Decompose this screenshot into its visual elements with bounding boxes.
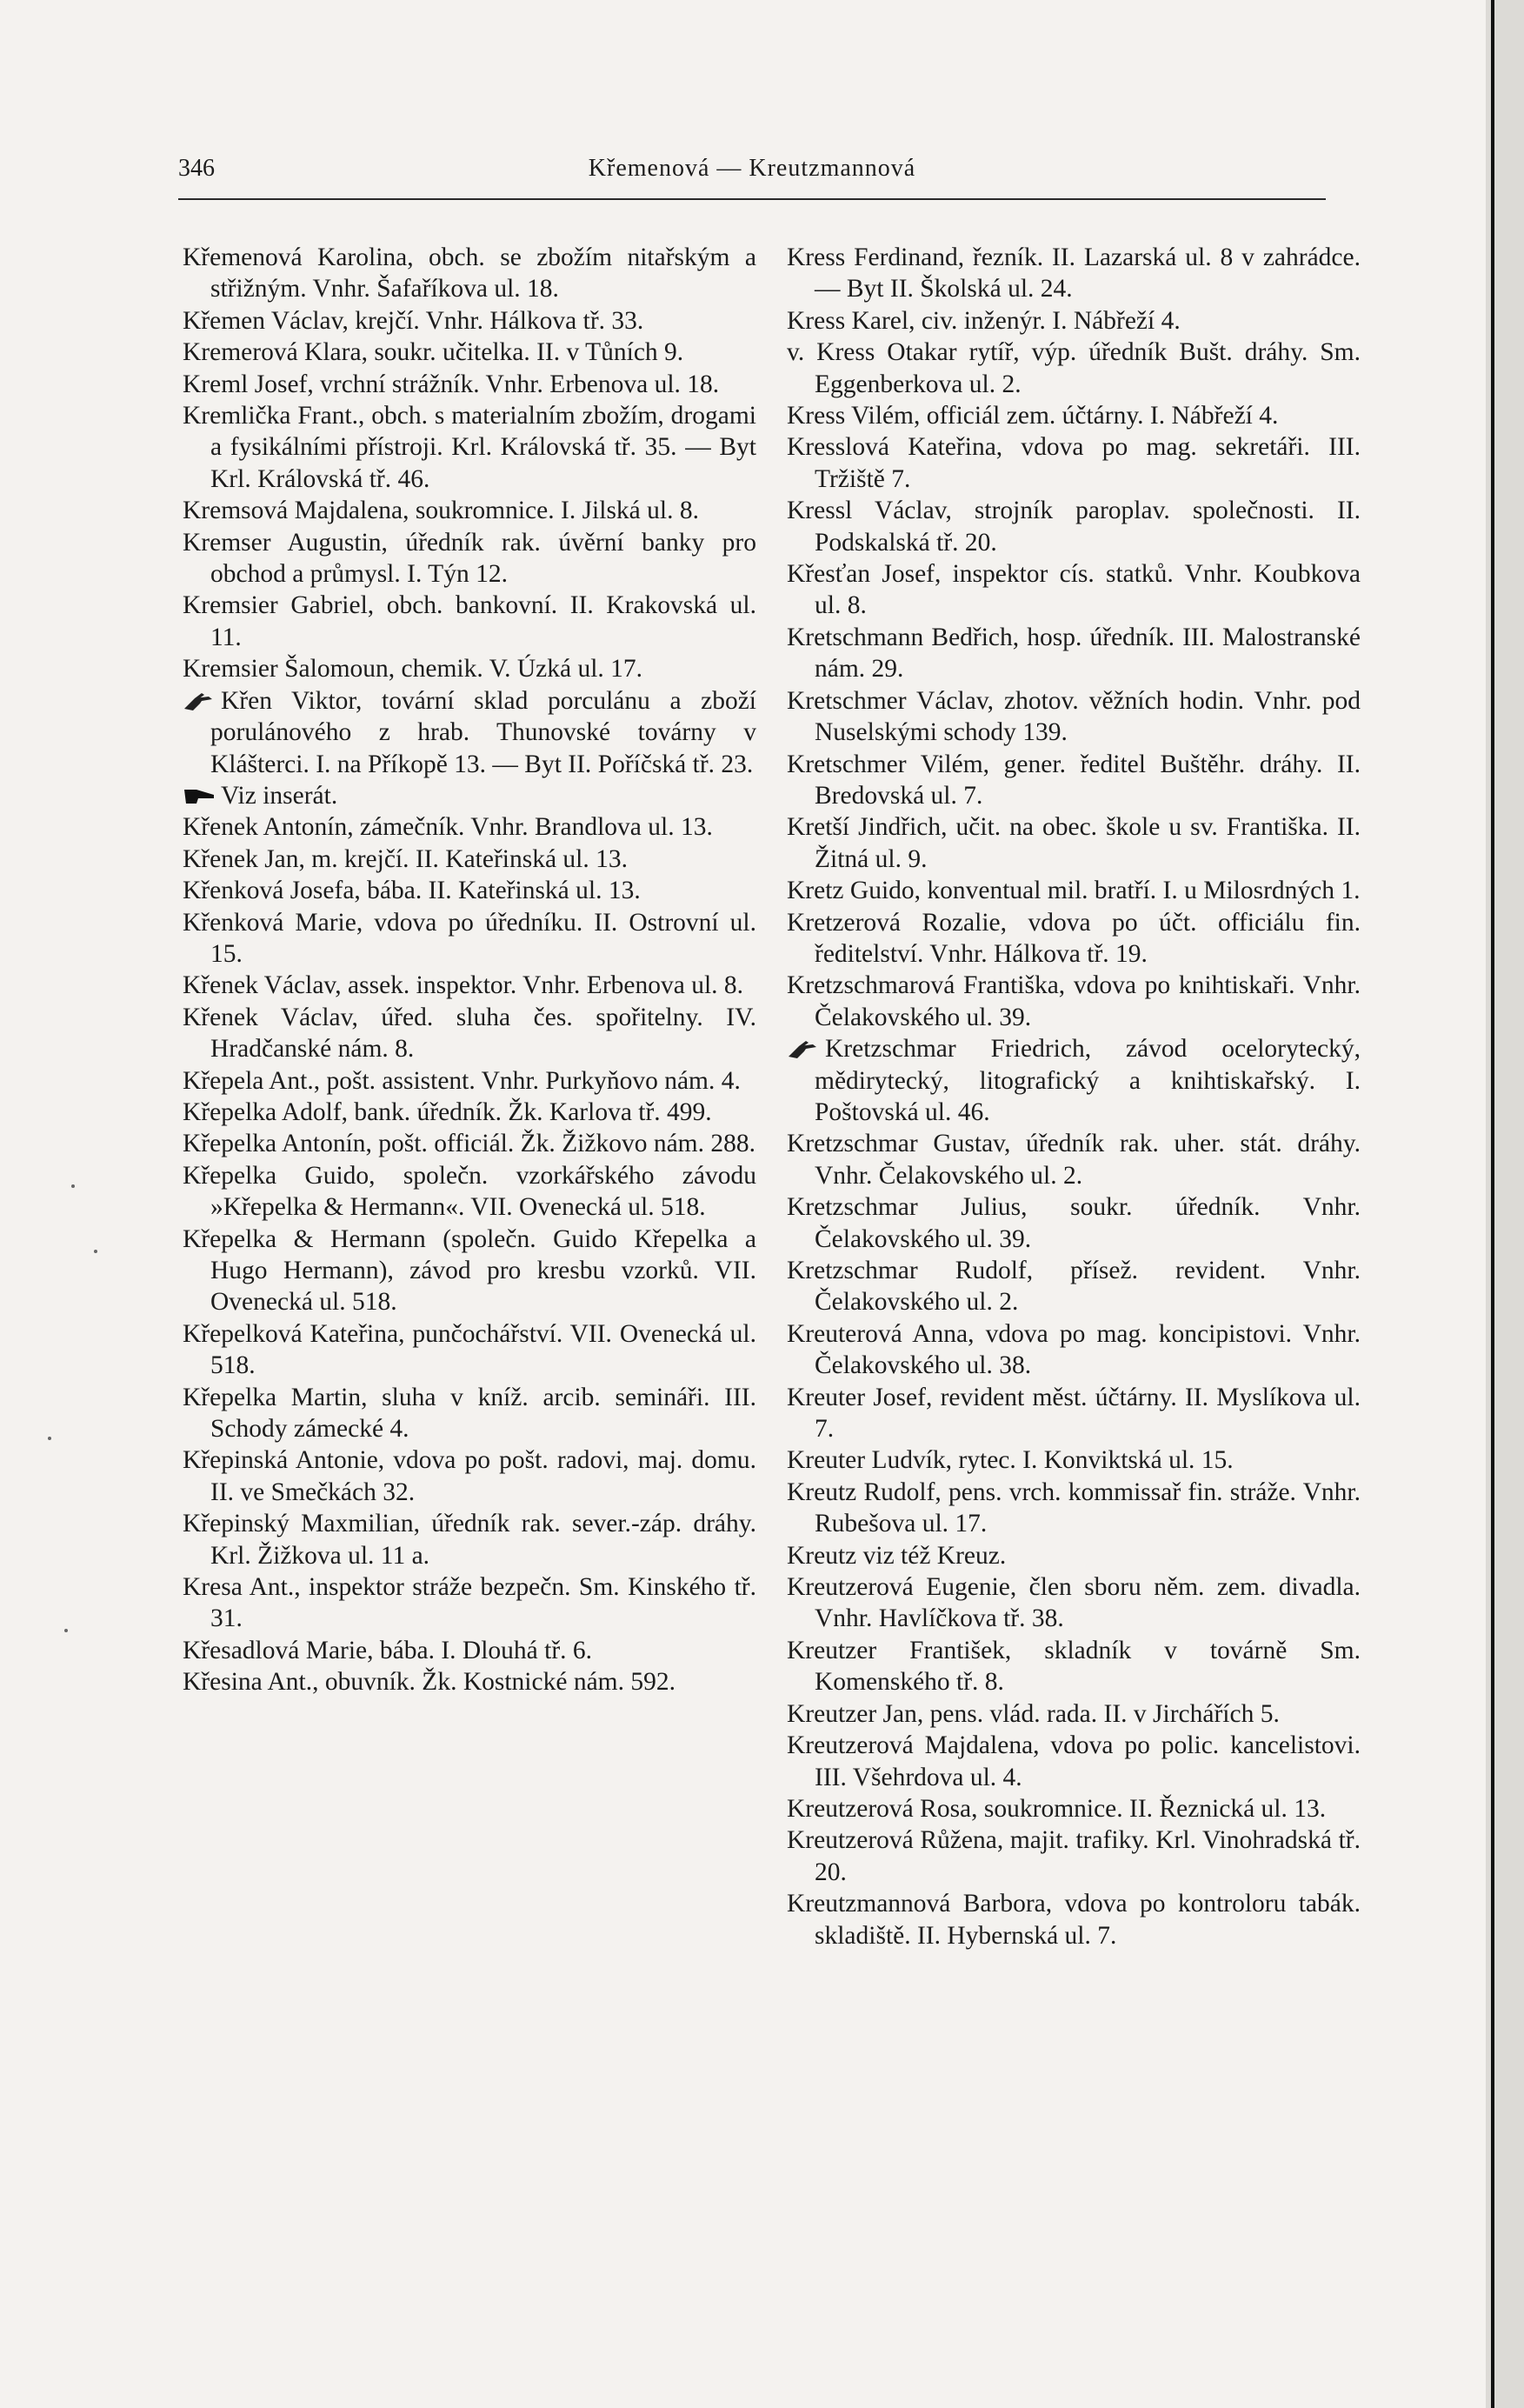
paper-speck (64, 1629, 68, 1632)
page-number: 346 (178, 155, 215, 182)
directory-entry: Křepinská Antonie, vdova po pošt. radovi, maj. domu. II. ve Smečkách 32. (183, 1446, 756, 1506)
directory-entry: Kretschmer Václav, zhotov. věžních hodin. Vnhr. pod Nuselskými schody 139. (787, 686, 1361, 747)
featured-entry-text: Kretzschmar Friedrich, závod ocelorytecký, mědirytecký, litografický a knihtiskařský. I. Poštovská ul. 46. (815, 1035, 1361, 1126)
directory-entry: Kreutzerová Majdalena, vdova po polic. kancelistovi. III. Všehrdova ul. 4. (787, 1731, 1361, 1791)
directory-entry: Křesťan Josef, inspektor cís. statků. Vnhr. Koubkova ul. 8. (787, 560, 1361, 620)
directory-entry: Kremsier Gabriel, obch. bankovní. II. Krakovská ul. 11. (183, 591, 756, 651)
directory-entry: Křesina Ant., obuvník. Žk. Kostnické nám. 592. (183, 1668, 675, 1697)
paper-speck (71, 1184, 75, 1188)
directory-entry: Kretzschmar Julius, soukr. úředník. Vnhr. Čelakovského ul. 39. (787, 1193, 1361, 1253)
directory-entry: Kreutzerová Eugenie, člen sboru něm. zem. divadla. Vnhr. Havlíčkova tř. 38. (787, 1573, 1361, 1633)
directory-entry: Křepinský Maxmilian, úředník rak. sever.-záp. dráhy. Krl. Žižkova ul. 11 a. (183, 1510, 756, 1570)
directory-entry: Kresslová Kateřina, vdova po mag. sekretáři. III. Tržiště 7. (787, 433, 1361, 493)
right-column (787, 242, 1361, 1951)
header-rule (178, 198, 1326, 200)
directory-entry: Kreuterová Anna, vdova po mag. koncipistovi. Vnhr. Čelakovského ul. 38. (787, 1319, 1361, 1380)
pointing-hand-icon (183, 786, 217, 807)
directory-entry: Křenková Josefa, bába. II. Kateřinská ul. 13. (183, 877, 641, 905)
directory-entry: Kresa Ant., inspektor stráže bezpečn. Sm. Kinského tř. 31. (183, 1573, 756, 1633)
directory-entry: Křepelková Kateřina, punčochářství. VII. Ovenecká ul. 518. (183, 1319, 756, 1380)
directory-entry-featured (183, 685, 756, 780)
directory-entry: v. Kress Otakar rytíř, výp. úředník Bušt. dráhy. Sm. Eggenberkova ul. 2. (787, 338, 1361, 398)
directory-entry: Kretschmer Vilém, gener. ředitel Buštěhr. dráhy. II. Bredovská ul. 7. (787, 750, 1361, 810)
pointing-hand-icon (787, 1039, 822, 1060)
directory-entry: Křepelka Antonín, pošt. officiál. Žk. Žižkovo nám. 288. (183, 1130, 755, 1158)
directory-entry: Křenek Václav, assek. inspektor. Vnhr. Erbenova ul. 8. (183, 971, 744, 1000)
paper-speck (94, 1250, 97, 1253)
directory-entry: Křemenová Karolina, obch. se zbožím nitařským a střižným. Vnhr. Šafaříkova ul. 18. (183, 243, 756, 304)
directory-entry: Kress Vilém, officiál zem. účtárny. I. Nábřeží 4. (787, 402, 1279, 430)
directory-entry: Kreutz viz též Kreuz. (787, 1541, 1007, 1570)
directory-entry: Křepelka Guido, společn. vzorkářského závodu »Křepelka & Hermann«. VII. Ovenecká ul. 518. (183, 1161, 756, 1222)
directory-entry: Kretzschmar Rudolf, přísež. revident. Vnhr. Čelakovského ul. 2. (787, 1257, 1361, 1317)
directory-entry: Křenková Marie, vdova po úředníku. II. Ostrovní ul. 15. (183, 908, 756, 968)
directory-entry: Křenek Antonín, zámečník. Vnhr. Brandlova ul. 13. (183, 813, 713, 842)
directory-entry: Kremsová Majdalena, soukromnice. I. Jilská ul. 8. (183, 497, 699, 525)
directory-entry: Kremerová Klara, soukr. učitelka. II. v Tůních 9. (183, 338, 684, 367)
directory-entry: Kretzschmarová Františka, vdova po knihtiskaři. Vnhr. Čelakovského ul. 39. (787, 971, 1361, 1031)
pointing-hand-icon (183, 691, 217, 712)
paper-speck (48, 1437, 51, 1440)
left-column (183, 242, 756, 1698)
directory-entry: Kreutzer Jan, pens. vlád. rada. II. v Jirchářích 5. (787, 1699, 1280, 1728)
directory-entry: Kretschmann Bedřich, hosp. úředník. III. Malostranské nám. 29. (787, 623, 1361, 684)
directory-entry: Křepelka Adolf, bank. úředník. Žk. Karlova tř. 499. (183, 1097, 712, 1126)
directory-entry: Kretzschmar Gustav, úředník rak. uher. stát. dráhy. Vnhr. Čelakovského ul. 2. (787, 1130, 1361, 1190)
directory-entry: Kreutzmannová Barbora, vdova po kontroloru tabák. skladiště. II. Hybernská ul. 7. (787, 1890, 1361, 1950)
directory-entry: Křepelka & Hermann (společn. Guido Křepelka a Hugo Hermann), závod pro kresbu vzorků. VII. Ovenecká ul. 518. (183, 1224, 756, 1317)
advert-reference-text: Viz inserát. (221, 781, 338, 810)
directory-entry-featured (787, 1033, 1361, 1128)
advert-reference (183, 780, 756, 811)
binding-line (1491, 0, 1494, 2408)
directory-entry: Kressl Václav, strojník paroplav. společnosti. II. Podskalská tř. 20. (787, 497, 1361, 557)
running-title: Křemenová — Kreutzmannová (588, 155, 916, 182)
directory-entry: Kreuter Josef, revident měst. účtárny. II. Myslíkova ul. 7. (787, 1383, 1361, 1444)
directory-entry: Kreuter Ludvík, rytec. I. Konviktská ul. 15. (787, 1446, 1234, 1475)
directory-entry: Křenek Jan, m. krejčí. II. Kateřinská ul. 13. (183, 844, 628, 873)
directory-entry: Kremsier Šalomoun, chemik. V. Úzká ul. 17. (183, 655, 643, 684)
directory-entry: Kress Ferdinand, řezník. II. Lazarská ul. 8 v zahrádce. — Byt II. Školská ul. 24. (787, 243, 1361, 304)
directory-entry: Kretší Jindřich, učit. na obec. škole u sv. Františka. II. Žitná ul. 9. (787, 813, 1361, 873)
directory-entry: Křepelka Martin, sluha v kníž. arcib. semináři. III. Schody zámecké 4. (183, 1383, 756, 1444)
directory-entry: Křepela Ant., pošt. assistent. Vnhr. Purkyňovo nám. 4. (183, 1066, 741, 1095)
directory-entry: Kreutzerová Rosa, soukromnice. II. Řeznická ul. 13. (787, 1794, 1327, 1823)
directory-entry: Kreutzerová Růžena, majit. trafiky. Krl. Vinohradská tř. 20. (787, 1826, 1361, 1886)
directory-entry: Kress Karel, civ. inženýr. I. Nábřeží 4. (787, 306, 1181, 335)
directory-entry: Kreutz Rudolf, pens. vrch. kommissař fin. stráže. Vnhr. Rubešova ul. 17. (787, 1477, 1361, 1538)
directory-entry: Kretzerová Rozalie, vdova po účt. officiálu fin. ředitelství. Vnhr. Hálkova tř. 19. (787, 908, 1361, 968)
featured-entry-text: Křen Viktor, tovární sklad porculánu a zboží porulánového z hrab. Thunovské továrny v Klášterci. I. na Příkopě 13. — Byt II. Poříčská tř. 23. (210, 686, 756, 778)
directory-entry: Křenek Václav, úřed. sluha čes. spořitelny. IV. Hradčanské nám. 8. (183, 1003, 756, 1064)
directory-entry: Kremlička Frant., obch. s materialním zbožím, drogami a fysikálními přístroji. Krl. Královská tř. 35. — Byt Krl. Královská tř. 46. (183, 402, 756, 493)
directory-entry: Kreml Josef, vrchní strážník. Vnhr. Erbenova ul. 18. (183, 370, 720, 398)
directory-entry: Křesadlová Marie, bába. I. Dlouhá tř. 6. (183, 1636, 593, 1664)
directory-entry: Kreutzer František, skladník v továrně Sm. Komenského tř. 8. (787, 1636, 1361, 1697)
directory-entry: Kretz Guido, konventual mil. bratří. I. u Milosrdných 1. (787, 877, 1361, 905)
directory-entry: Kremser Augustin, úředník rak. úvěrní banky pro obchod a průmysl. I. Týn 12. (183, 528, 756, 589)
directory-entry: Křemen Václav, krejčí. Vnhr. Hálkova tř. 33. (183, 306, 644, 335)
page-header (178, 155, 1326, 193)
